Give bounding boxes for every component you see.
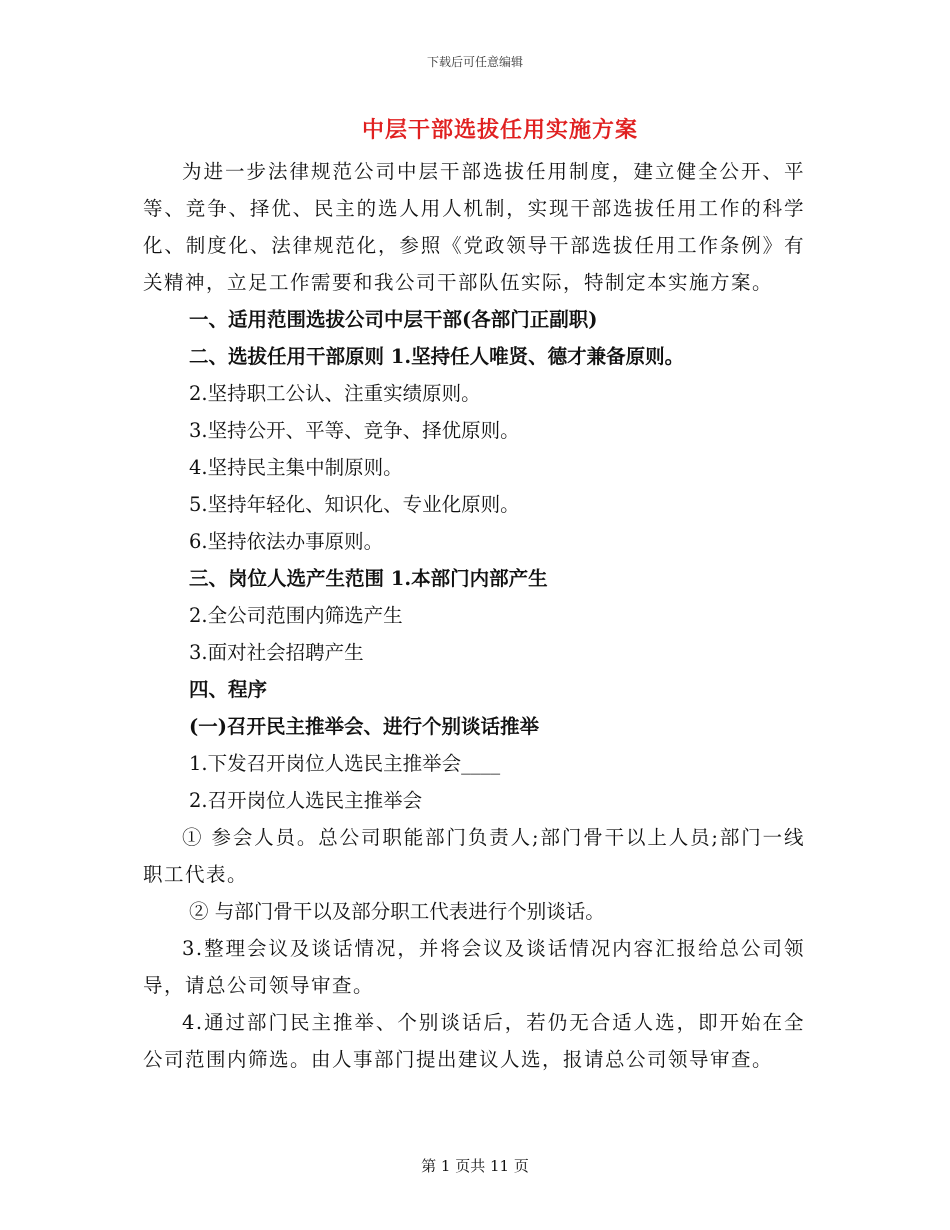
subsection-heading: (一)召开民主推举会、进行个别谈话推举	[189, 715, 539, 738]
list-item: 2.召开岗位人选民主推举会	[189, 789, 423, 812]
list-item: 1.下发召开岗位人选民主推举会____	[189, 752, 501, 775]
header-note: 下载后可任意编辑	[426, 55, 523, 69]
list-item: 6.坚持依法办事原则。	[189, 530, 384, 553]
list-item: 2.全公司范围内筛选产生	[189, 604, 403, 627]
section-heading-2: 二、选拔任用干部原则 1.坚持任人唯贤、德才兼备原则。	[189, 345, 685, 368]
list-item: 3.面对社会招聘产生	[189, 641, 364, 664]
document-title: 中层干部选拔任用实施方案	[361, 117, 638, 143]
list-item: 2.坚持职工公认、注重实绩原则。	[189, 382, 481, 405]
procedure-item-4: 4.通过部门民主推举、个别谈话后，若仍无合适人选，即开始在全公司范围内筛选。由人事部门提出建议人选，报请总公司领导审查。	[143, 1011, 805, 1071]
section-heading-3: 三、岗位人选产生范围 1.本部门内部产生	[189, 567, 548, 590]
intro-paragraph: 为进一步法律规范公司中层干部选拔任用制度，建立健全公开、平等、竞争、择优、民主的选人用人机制，实现干部选拔任用工作的科学化、制度化、法律规范化，参照《党政领导干部选拔任用工作条例》有关精神，立足工作需要和我公司干部队伍实际，特制定本实施方案。	[143, 160, 805, 294]
document-body	[143, 153, 805, 1078]
procedure-item-3: 3.整理会议及谈话情况，并将会议及谈话情况内容汇报给总公司领导，请总公司领导审查。	[143, 937, 805, 997]
section-heading-1: 一、适用范围选拔公司中层干部(各部门正副职)	[189, 308, 598, 331]
circled-item-1: ① 参会人员。总公司职能部门负责人;部门骨干以上人员;部门一线职工代表。	[143, 826, 805, 886]
list-item: 5.坚持年轻化、知识化、专业化原则。	[189, 493, 520, 516]
page-footer: 第 1 页共 11 页	[421, 1157, 529, 1175]
section-heading-4: 四、程序	[189, 678, 268, 701]
list-item: 3.坚持公开、平等、竞争、择优原则。	[189, 419, 520, 442]
circled-item-2: ② 与部门骨干以及部分职工代表进行个别谈话。	[189, 900, 605, 923]
list-item: 4.坚持民主集中制原则。	[189, 456, 403, 479]
